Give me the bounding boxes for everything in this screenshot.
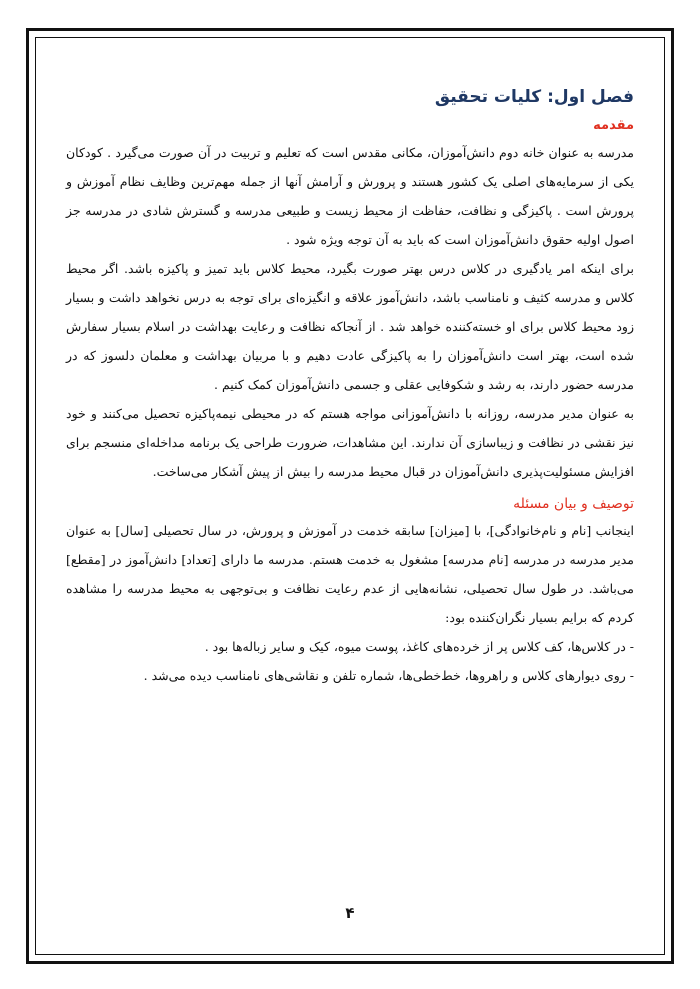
problem-bullet-list [66, 632, 634, 690]
problem-bullet-item: - روی دیوارهای کلاس و راهروها، خط‌خطی‌ها، شماره تلفن و نقاشی‌های نامناسب دیده می‌شد . [143, 668, 634, 683]
problem-bullet-item: - در کلاس‌ها، کف کلاس پر از خرده‌های کاغذ، پوست میوه، کیک و سایر زباله‌ها بود . [204, 639, 634, 654]
page-number: ۴ [345, 904, 355, 922]
problem-heading: توصیف و بیان مسئله [513, 496, 634, 512]
intro-paragraph-1: مدرسه به عنوان خانه دوم دانش‌آموزان، مکانی مقدس است که تعلیم و تربیت در آن صورت می‌گیرد . کودکان یکی از سرمایه‌های اصلی یک کشور هستند و پرورش و آرامش آنها از جمله مهم‌ترین وظایف نظام آموزش و پرورش است . پاکیزگی و نظافت، حفاظت از محیط زیست و طبیعی مدرسه و گسترش شادی در مدرسه جز اصول اولیه حقوق دانش‌آموزان است که باید به آن توجه ویژه شود . [66, 145, 634, 247]
chapter-title: فصل اول: کلیات تحقیق [434, 87, 634, 107]
page-content [66, 84, 634, 690]
intro-paragraph-2: برای اینکه امر یادگیری در کلاس درس بهتر صورت بگیرد، محیط کلاس باید تمیز و پاکیزه باشد. اگر محیط کلاس و مدرسه کثیف و نامناسب باشد، دانش‌آموز علاقه و انگیزه‌ای برای توجه به درس نخواهد داشت و بسیار زود محیط کلاس برای او خسته‌کننده خواهد شد . از آنجاکه نظافت و رعایت بهداشت در اسلام بسیار سفارش شده است، بهتر است دانش‌آموزان را به پاکیزگی عادت دهیم و با مربیان بهداشت و معلمان دلسوز که در مدرسه حضور دارند، به رشد و شکوفایی عقلی و جسمی دانش‌آموزان کمک کنیم . [66, 261, 634, 392]
problem-paragraph: اینجانب [نام و نام‌خانوادگی]، با [میزان] سابقه خدمت در آموزش و پرورش، در سال تحصیلی [سال] به عنوان مدیر مدرسه در مدرسه [نام مدرسه] مشغول به خدمت هستم. مدرسه ما دارای [تعداد] دانش‌آموز در [مقطع] می‌باشد. در طول سال تحصیلی، نشانه‌هایی از عدم رعایت نظافت و بی‌توجهی به محیط مدرسه را مشاهده کردم که برایم بسیار نگران‌کننده بود: [66, 523, 634, 625]
intro-heading: مقدمه [593, 118, 634, 133]
intro-paragraph-3: به عنوان مدیر مدرسه، روزانه با دانش‌آموزانی مواجه هستم که در محیطی نیمه‌پاکیزه تحصیل می‌کنند و خود نیز نقشی در نظافت و زیباسازی آن ندارند. این مشاهدات، ضرورت طراحی یک برنامه مداخله‌ای منسجم برای افزایش مسئولیت‌پذیری دانش‌آموزان در قبال محیط مدرسه را بیش از پیش آشکار می‌ساخت. [66, 406, 634, 479]
